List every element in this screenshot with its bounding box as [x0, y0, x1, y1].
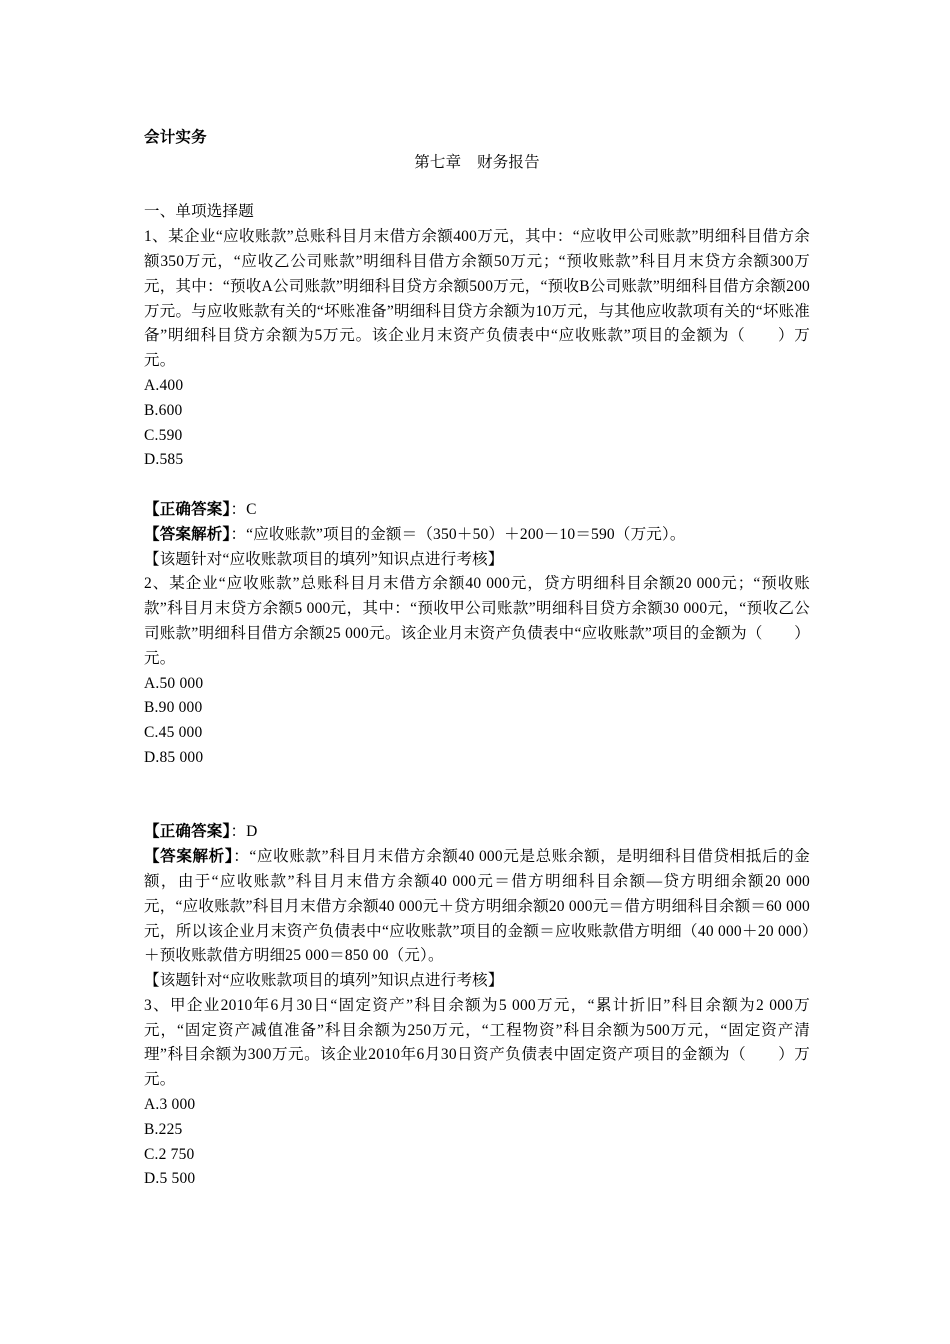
question-2-stem: 2、某企业“应收账款”总账科目月末借方余额40 000元，贷方明细科目余额20 000元；“预收账款”科目月末贷方余额5 000元，其中：“预收甲公司账款”明细科目贷方余额30 000元，“预收乙公司账款”明细科目借方余额25 000元。该企业月末资产负债表中“应收账款”项目的金额为（ ）元。 [144, 575, 810, 667]
answer-value: ：D [230, 823, 258, 841]
analysis-text: ：“应收账款”科目月末借方余额40 000元是总账余额，是明细科目借贷相抵后的金额，由于“应收账款”科目月末借方余额40 000元＝借方明细科目余额—贷方明细余额20 000元，“应收账款”科目月末借方余额40 000元＋贷方明细余额20 000元＝借方明细科目余额＝60 000元，所以该企业月末资产负债表中“应收账款”项目的金额＝应收账款借方明细（40 000＋20 000）＋预收账款借方明细25 000＝850 00（元）。 [144, 848, 811, 965]
question-3-option-d: D.5 500 [144, 1170, 196, 1188]
analysis-label: 【答案解析】 [144, 848, 234, 866]
spacer [144, 473, 810, 498]
question-1-option-a: A.400 [144, 376, 184, 394]
chapter-title: 第七章 财务报告 [414, 153, 540, 171]
question-3-stem: 3、甲企业2010年6月30日“固定资产”科目余额为5 000万元，“累计折旧”科目余额为2 000万元，“固定资产减值准备”科目余额为250万元，“工程物资”科目余额为500万元，“固定资产清理”科目余额为300万元。该企业2010年6月30日资产负债表中固定资产项目的金额为（ ）万元。 [144, 996, 810, 1089]
spacer [144, 176, 810, 201]
spacer [144, 796, 810, 821]
question-1-option-c: C.590 [144, 426, 183, 444]
question-1-knowledge: 【该题针对“应收账款项目的填列”知识点进行考核】 [144, 550, 504, 568]
question-3-option-b: B.225 [144, 1120, 183, 1138]
section-title: 一、单项选择题 [144, 203, 254, 221]
question-1-option-b: B.600 [144, 401, 183, 419]
question-2-option-b: B.90 000 [144, 699, 203, 717]
analysis-text: ：“应收账款”项目的金额＝（350＋50）＋200－10＝590（万元）。 [230, 525, 686, 543]
question-3-option-c: C.2 750 [144, 1145, 195, 1163]
question-2-option-c: C.45 000 [144, 724, 203, 742]
question-2-option-d: D.85 000 [144, 748, 204, 766]
question-2-option-a: A.50 000 [144, 674, 204, 692]
question-2-knowledge: 【该题针对“应收账款项目的填列”知识点进行考核】 [144, 972, 504, 990]
question-1-option-d: D.585 [144, 451, 184, 469]
answer-label: 【正确答案】 [144, 823, 231, 841]
question-2-analysis [144, 845, 810, 969]
question-1-answer [144, 498, 810, 523]
question-3-option-a: A.3 000 [144, 1096, 196, 1114]
question-2-answer [144, 820, 810, 845]
spacer [144, 771, 810, 796]
answer-value: ：C [230, 500, 257, 518]
analysis-label: 【答案解析】 [144, 525, 231, 543]
document-page [144, 126, 810, 1192]
subject-title: 会计实务 [144, 129, 207, 146]
question-1-stem: 1、某企业“应收账款”总账科目月末借方余额400万元，其中：“应收甲公司账款”明细科目借方余额350万元，“应收乙公司账款”明细科目借方余额50万元；“预收账款”科目月末贷方余额300万元，其中：“预收A公司账款”明细科目贷方余额500万元，“预收B公司账款”明细科目借方余额200万元。与应收账款有关的“坏账准备”明细科目贷方余额为10万元，与其他应收款项有关的“坏账准备”明细科目贷方余额为5万元。该企业月末资产负债表中“应收账款”项目的金额为（ ）万元。 [144, 228, 810, 370]
question-1-analysis [144, 523, 810, 548]
answer-label: 【正确答案】 [144, 500, 231, 518]
